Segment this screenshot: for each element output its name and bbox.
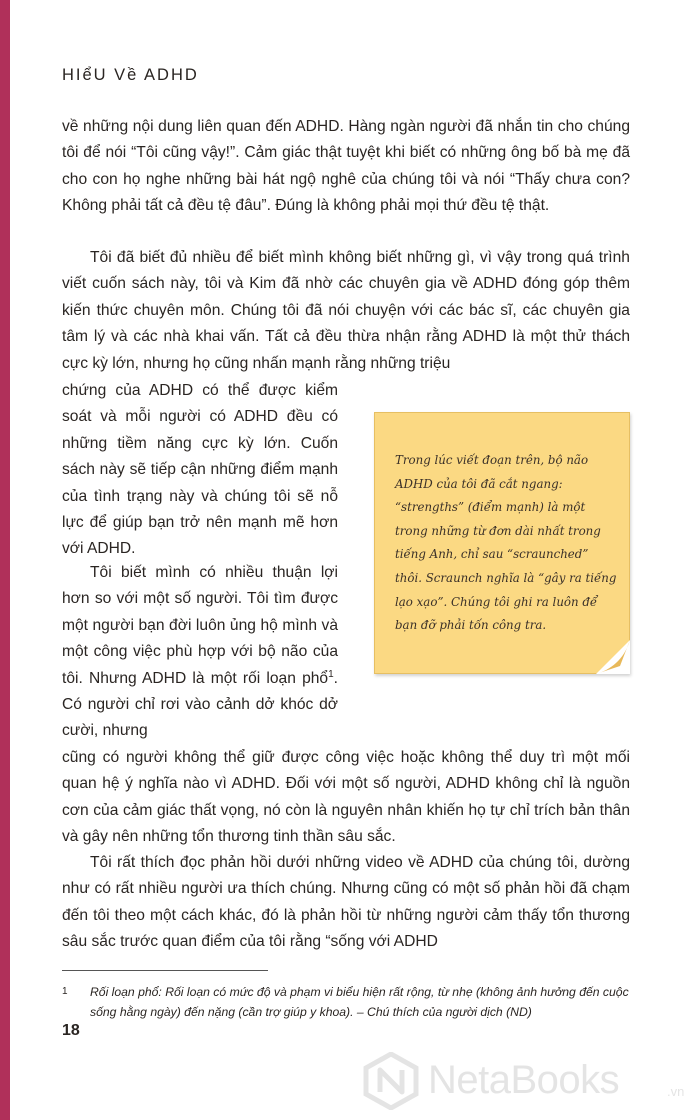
page-curl-icon (596, 640, 630, 674)
paragraph-text: cũng có người không thể giữ được công việc hoặc không thể duy trì một mối quan hệ ý nghĩa nào vì ADHD. Đối với một số người, ADHD không chỉ là nguồn cơn của cảm giác thất vọng, nó còn là nguyên nhân khiến họ tự chỉ trích bản thân và gây nên những tổn thương tinh thần sâu sắc. (62, 749, 630, 846)
paragraph-2-top (62, 245, 630, 377)
running-head: HIểU Về ADHD (62, 66, 199, 84)
footnote (62, 982, 634, 1022)
netabooks-logo-icon (362, 1052, 420, 1110)
sticky-note-text: Trong lúc viết đoạn trên, bộ não ADHD của tôi đã cắt ngang: “strengths” (điểm mạnh) là một trong những từ đơn dài nhất trong tiếng Anh, chỉ sau “scraunched” thôi. Scraunch nghĩa là “gây ra tiếng lạo xạo”. Chúng tôi ghi ra luôn để bạn đỡ phải tốn công tra. (395, 453, 617, 633)
watermark-suffix: .vn (667, 1084, 685, 1099)
footnote-divider (62, 970, 268, 971)
paragraph-1 (62, 114, 630, 220)
book-spine-bar (0, 0, 10, 1120)
paragraph-text: chứng của ADHD có thể được kiểm soát và mỗi người có ADHD đều có những tiềm năng cực kỳ lớn. Cuốn sách này sẽ tiếp cận những điểm mạnh của tình trạng này và chúng tôi sẽ nỗ lực để giúp bạn trở nên mạnh mẽ hơn với ADHD. (62, 382, 338, 558)
footnote-text: Rối loạn phổ: Rối loạn có mức độ và phạm vi biểu hiện rất rộng, từ nhẹ (không ảnh hưởng đến cuộc sống hằng ngày) đến nặng (cần trợ giúp y khoa). – Chú thích của người dịch (ND) (90, 985, 629, 1019)
footnote-reference[interactable]: 1 (328, 668, 334, 680)
page-number: 18 (62, 1022, 80, 1039)
paragraph-text: về những nội dung liên quan đến ADHD. Hàng ngàn người đã nhắn tin cho chúng tôi để nói “Tôi cũng vậy!”. Cảm giác thật tuyệt khi biết có những ông bố bà mẹ đã cho con họ nghe những bài hát ngộ nghê của chúng tôi và nói “Thấy chưa con? Không phải tất cả đều tệ đâu”. Đúng là không phải mọi thứ đều tệ thật. (62, 118, 630, 215)
footnote-number: 1 (62, 986, 68, 997)
paragraph-text-part: . Có người chỉ rơi vào cảnh dở khóc dở cười, nhưng (62, 669, 338, 740)
paragraph-text-part: Tôi biết mình có nhiều thuận lợi hơn so với một số người. Tôi tìm được một người bạn đời luôn ủng hộ mình và một công việc phù hợp với bộ não của tôi. Nhưng ADHD là một rối loạn phổ (62, 564, 338, 687)
paragraph-text: Tôi rất thích đọc phản hồi dưới những video về ADHD của chúng tôi, dường như có rất nhiều người ưa thích chúng. Nhưng cũng có một số phản hồi đã chạm đến tôi theo một cách khác, đó là phản hồi từ những người cảm thấy tổn thương sâu sắc trước quan điểm của tôi rằng “sống với ADHD (62, 854, 630, 951)
sticky-note (374, 412, 630, 674)
paragraph-4 (62, 850, 630, 956)
watermark-brand: NetaBooks (428, 1058, 620, 1102)
paragraph-2-wrap (62, 378, 338, 563)
paragraph-text: Tôi đã biết đủ nhiều để biết mình không biết những gì, vì vậy trong quá trình viết cuốn sách này, tôi và Kim đã nhờ các chuyên gia về ADHD đóng góp thêm kiến thức chuyên môn. Chúng tôi đã nói chuyện với các bác sĩ, các chuyên gia tâm lý và các nhà khai vấn. Tất cả đều thừa nhận rằng ADHD là một thử thách cực kỳ lớn, nhưng họ cũng nhấn mạnh rằng những triệu (62, 249, 630, 372)
watermark (362, 1052, 692, 1114)
paragraph-text (62, 560, 338, 745)
paragraph-3-bottom (62, 745, 630, 851)
paragraph-3-wrap (62, 560, 338, 745)
